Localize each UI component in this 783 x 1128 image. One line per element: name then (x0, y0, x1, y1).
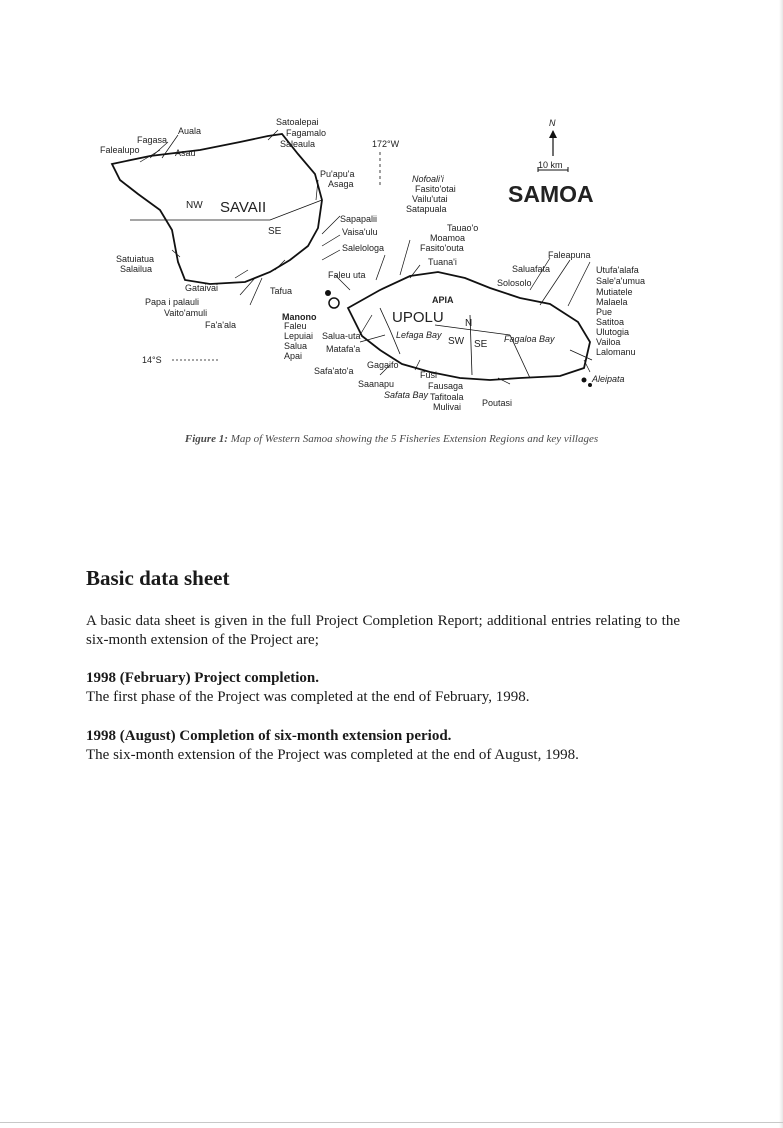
north-arrow-label: N (549, 118, 556, 128)
village-vaito-amuli: Vaito'amuli (164, 308, 208, 318)
village-asau: Asau (175, 148, 196, 158)
village-safata-bay: Safata Bay (384, 390, 429, 400)
village-satoalepai: Satoalepai (276, 117, 319, 127)
village-fagamalo: Fagamalo (286, 128, 327, 138)
village-safatoa: Safa'ato'a (314, 366, 354, 376)
village-gagaifo: Gagaifo (367, 360, 399, 370)
island-label-upolu: UPOLU (392, 309, 444, 326)
village-tafua: Tafua (270, 286, 293, 296)
village-gataivai: Gataivai (185, 283, 219, 293)
figure-caption-label: Figure 1: (184, 433, 228, 445)
aleipata-islet-1 (582, 378, 587, 383)
village-saleaumua: Sale'a'umua (596, 276, 645, 286)
village-mutiatele: Mutiatele (596, 287, 633, 297)
village-apia: APIA (432, 295, 454, 305)
longitude-label: 172°W (372, 139, 400, 149)
entry-title-august: 1998 (August) Completion of six-month extension period. (86, 728, 452, 744)
village-malaela: Malaela (596, 297, 628, 307)
figure-caption (0, 433, 783, 445)
village-utufaalafa: Utufa'alafa (596, 265, 639, 275)
village-vaisaulu: Vaisa'ulu (342, 227, 378, 237)
figure-caption-text: Map of Western Samoa showing the 5 Fisheries Extension Regions and key villages (230, 433, 599, 445)
village-manono: Manono (282, 312, 317, 322)
island-label-savaii: SAVAII (220, 199, 267, 216)
village-lepuiai: Lepuiai (284, 331, 314, 341)
village-apai: Apai (284, 351, 303, 361)
village-faleapuna: Faleapuna (548, 250, 591, 260)
village-lefaga-bay: Lefaga Bay (396, 330, 442, 340)
village-papa-i-palauli: Papa i palauli (145, 297, 200, 307)
village-satapuala: Satapuala (406, 204, 447, 214)
village-ulutogia: Ulutogia (596, 327, 630, 337)
village-asaga: Asaga (328, 179, 354, 189)
entry-body-august: The six-month extension of the Project was completed at the end of August, 1998. (86, 747, 579, 763)
village-nofoalii: Nofoali'i (412, 174, 444, 184)
north-arrow-head (549, 130, 557, 138)
apolima-island (329, 298, 339, 308)
scale-label: 10 km (538, 160, 563, 170)
village-salailua: Salailua (120, 264, 153, 274)
village-tafitoala: Tafitoala (430, 392, 464, 402)
village-faleu-uta: Faleu uta (328, 270, 366, 280)
section-intro: A basic data sheet is given in the full Project Completion Report; additional entries relating to the six-month extension of the Project are; (86, 613, 680, 648)
village-salelologa: Salelologa (342, 243, 385, 253)
village-faaala: Fa'a'ala (205, 320, 236, 330)
village-fusi: Fusi (420, 370, 438, 380)
village-fausaga: Fausaga (428, 381, 464, 391)
village-saleaula: Saleaula (280, 139, 316, 149)
region-label-se-upolu: SE (474, 339, 488, 350)
village-salua: Salua (284, 341, 308, 351)
region-label-nw: NW (186, 200, 203, 211)
page-edge-shadow (779, 0, 783, 1128)
village-falealupo: Falealupo (100, 145, 140, 155)
village-fagasa: Fagasa (137, 135, 168, 145)
latitude-label: 14°S (142, 355, 162, 365)
village-poutasi: Poutasi (482, 398, 513, 408)
village-leaders (140, 130, 592, 384)
village-fasitoouta: Fasito'outa (420, 243, 464, 253)
entry-title-february: 1998 (February) Project completion. (86, 670, 319, 686)
region-label-se-savaii: SE (268, 226, 282, 237)
village-satitoa: Satitoa (596, 317, 625, 327)
village-satuiatua: Satuiatua (116, 254, 155, 264)
village-saanapu: Saanapu (358, 379, 395, 389)
village-tauaoo: Tauao'o (447, 223, 479, 233)
village-fagaloa-bay: Fagaloa Bay (504, 334, 555, 344)
village-mulivai: Mulivai (433, 402, 462, 412)
village-fasitootai: Fasito'otai (415, 184, 456, 194)
samoa-map (90, 110, 680, 420)
entry-body-february: The first phase of the Project was completed at the end of February, 1998. (86, 689, 530, 705)
village-tuanai: Tuana'i (428, 257, 457, 267)
village-vailoa: Vailoa (596, 337, 621, 347)
village-pue: Pue (596, 307, 613, 317)
village-vailuutai: Vailu'utai (412, 194, 448, 204)
page-bottom-line (0, 1122, 783, 1123)
village-saluafata: Saluafata (512, 264, 551, 274)
manono-island (325, 290, 331, 296)
village-faleu: Faleu (284, 321, 307, 331)
region-label-n: N (465, 318, 473, 329)
region-label-sw: SW (448, 336, 465, 347)
village-sapapalii: Sapapalii (340, 214, 378, 224)
section-heading: Basic data sheet (86, 566, 230, 590)
village-auala: Auala (178, 126, 202, 136)
country-label: SAMOA (508, 181, 594, 207)
village-matafaa: Matafa'a (326, 344, 361, 354)
village-salua-uta: Salua-uta (322, 331, 361, 341)
village-lalomanu: Lalomanu (596, 347, 636, 357)
village-solosolo: Solosolo (497, 278, 532, 288)
village-aleipata: Aleipata (592, 374, 625, 384)
village-moamoa: Moamoa (430, 233, 466, 243)
village-puapua: Pu'apu'a (320, 169, 355, 179)
